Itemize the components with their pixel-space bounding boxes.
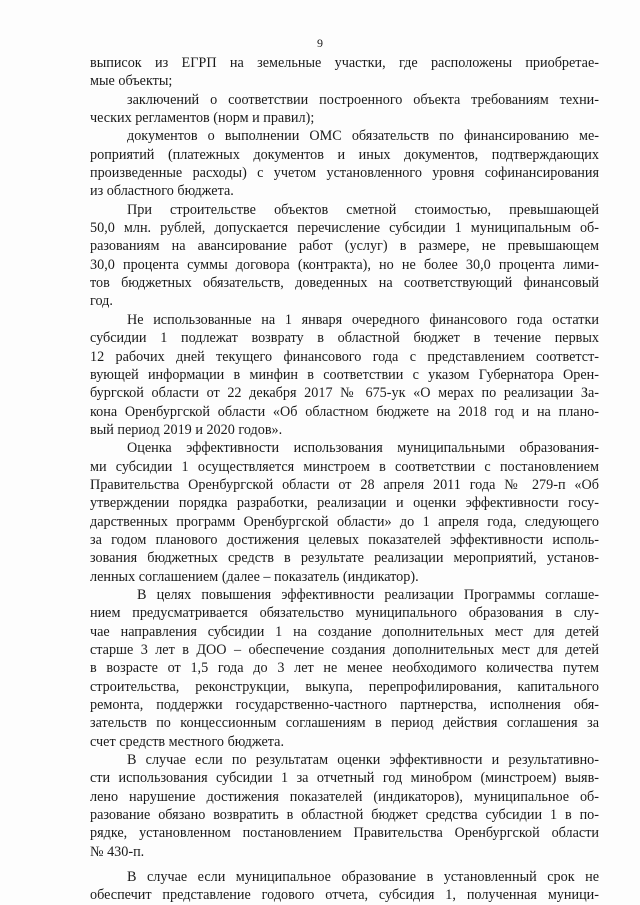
paragraph [90, 586, 599, 751]
text-line: ми субсидии 1 осуществляется минстроем в соответствии с постановлением [90, 458, 599, 475]
paragraph [90, 868, 599, 905]
text-line: Не использованные на 1 января очередного финансового года остатки [127, 311, 599, 328]
paragraph [90, 54, 599, 91]
text-line: заключений о соответствии построенного объекта требованиям техни- [127, 91, 599, 108]
text-line: счет средств местного бюджета. [90, 733, 285, 750]
text-line: сти использования субсидии 1 за отчетный год минобром (минстроем) выяв- [90, 770, 599, 787]
text-line: В целях повышения эффективности реализации Программы соглаше- [137, 586, 599, 603]
text-line: нием предусматривается обязательство муниципального образования в слу- [90, 605, 599, 622]
text-line: год. [90, 293, 113, 310]
text-line: зования бюджетных средств в результате реализации мероприятий, установ- [90, 550, 599, 567]
text-line: Правительства Оренбургской области от 28 апреля 2011 года № 279-п «Об [90, 476, 599, 493]
paragraph [90, 201, 599, 311]
text-line: зательств по концессионным соглашениям в период действия соглашения за [90, 715, 599, 732]
text-line: мые объекты; [90, 73, 173, 90]
paragraph [90, 127, 599, 200]
text-line: В случае если по результатам оценки эффективности и результативно- [127, 752, 599, 769]
paragraph [90, 439, 599, 586]
text-line: разование обязано возвратить в областной бюджет средства субсидии 1 в по- [90, 807, 599, 824]
text-line: чае направления субсидии 1 на создание дополнительных мест для детей [90, 623, 599, 640]
text-line: документов о выполнении ОМС обязательств по финансированию ме- [127, 128, 599, 145]
text-line: роприятий (платежных документов и иных документов, подтверждающих [90, 146, 599, 163]
text-line: тов бюджетных обязательств, доведенных на соответствующий финансовый [90, 275, 599, 292]
text-line: вый период 2019 и 2020 годов». [90, 421, 283, 438]
text-line: в возрасте от 1,5 года до 3 лет не менее необходимого количества путем [90, 660, 599, 677]
paragraph [90, 751, 599, 861]
text-line: субсидии 1 подлежат возврату в областной бюджет в течение первых [90, 330, 599, 347]
text-line: бургской области от 22 декабря 2017 № 675-ук «О мерах по реализации За- [90, 385, 599, 402]
text-line: старше 3 лет в ДОО – обеспечение создания дополнительных мест для детей [90, 642, 599, 658]
text-line: за годом планового достижения целевых показателей эффективности исполь- [90, 531, 599, 548]
text-line: 12 рабочих дней текущего финансового года с представлением соответст- [90, 348, 599, 365]
text-line: При строительстве объектов сметной стоимостью, превышающей [127, 201, 599, 218]
page-number: 9 [317, 36, 323, 50]
paragraph [90, 311, 599, 439]
text-line: утверждении порядка разработки, реализации и оценки эффективности госу- [90, 495, 599, 512]
text-line: обеспечит представление годового отчета, субсидия 1, полученная муници- [90, 887, 599, 904]
text-line: вующей информации в минфин в соответствии с указом Губернатора Орен- [90, 366, 599, 383]
text-line: кона Оренбургской области «Об областном бюджете на 2018 год и на планo- [90, 403, 599, 420]
text-line: произведенные расходы) с учетом установленного уровня софинансирования [90, 165, 599, 182]
text-line: ленных соглашением (далее – показатель (индикатор). [90, 568, 419, 585]
text-line: Оценка эффективности использования муниципальными образования- [127, 440, 599, 457]
text-line: лено нарушение достижения показателей (индикаторов), муниципальное об- [90, 788, 599, 805]
text-line: 50,0 млн. рублей, допускается перечисление субсидии 1 муниципальным об- [90, 220, 599, 237]
text-line: выписок из ЕГРП на земельные участки, где расположены приобретае- [90, 55, 599, 71]
text-line: рядке, установленном постановлением Правительства Оренбургской области [90, 825, 599, 842]
paragraph-gap [90, 861, 599, 868]
text-line: № 430-п. [90, 843, 145, 860]
text-line: ческих регламентов (норм и правил); [90, 110, 315, 127]
text-line: В случае если муниципальное образование в установленный срок не [127, 869, 599, 886]
text-line: из областного бюджета. [90, 183, 234, 200]
paragraph [90, 91, 599, 128]
document-body [90, 54, 599, 905]
text-line: ремонта, поддержки государственно-частного партнерства, исполнения обя- [90, 697, 599, 714]
text-line: строительства, реконструкции, выкупа, перепрофилирования, капитального [90, 678, 599, 695]
text-line: дарственных программ Оренбургской области» до 1 апреля года, следующего [90, 513, 599, 530]
text-line: разованиям на авансирование работ (услуг) в размере, не превышающем [90, 238, 599, 255]
text-line: 30,0 процента суммы договора (контракта), но не более 30,0 процента лими- [90, 256, 599, 273]
